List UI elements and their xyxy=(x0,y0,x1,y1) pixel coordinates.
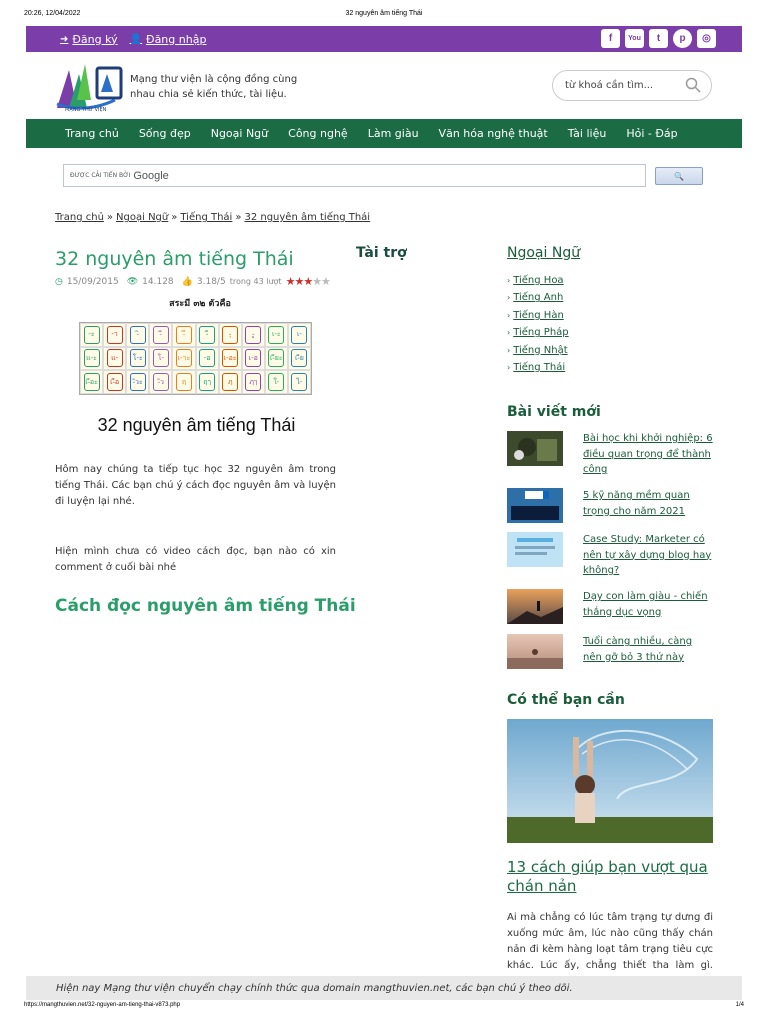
vowel-glyph: เ-อ xyxy=(245,349,261,367)
vowel-cell xyxy=(149,370,172,394)
post-link[interactable]: Tuổi càng nhiều, càng nên gỡ bỏ 3 thứ này xyxy=(583,636,693,663)
vowel-glyph: -ึ xyxy=(176,326,192,344)
nav-item-song-dep[interactable]: Sống đẹp xyxy=(138,127,191,140)
new-post-item[interactable] xyxy=(507,431,717,478)
vowel-glyph: เ-อะ xyxy=(222,349,238,367)
post-link[interactable]: 5 kỹ năng mềm quan trọng cho năm 2021 xyxy=(583,490,690,517)
vowel-glyph: -า xyxy=(107,326,123,344)
print-datetime: 20:26, 12/04/2022 xyxy=(24,10,81,17)
vowel-cell xyxy=(288,370,311,394)
site-logo[interactable] xyxy=(55,60,125,112)
language-item[interactable] xyxy=(507,272,569,289)
vowel-glyph: -ู xyxy=(245,326,261,344)
post-thumbnail[interactable] xyxy=(507,532,563,567)
search-placeholder: từ khoá cần tìm... xyxy=(565,80,654,91)
vowel-cell xyxy=(103,370,126,394)
vowel-glyph: -ื xyxy=(199,326,215,344)
chevron-right-icon: › xyxy=(507,310,511,320)
chevron-right-icon: › xyxy=(507,345,511,355)
vowel-glyph: เ-ือ xyxy=(107,373,123,391)
print-page-number: 1/4 xyxy=(735,1002,744,1008)
logo-text: MẠNG THƯ VIỆN xyxy=(65,107,107,112)
youtube-icon[interactable]: You xyxy=(625,29,644,48)
domain-notice: Hiện nay Mạng thư viện chuyển chạy chính thức qua domain mangthuvien.net, các bạn chú ý theo dõi. xyxy=(26,976,742,1000)
vowel-glyph: -อ xyxy=(199,349,215,367)
vowel-cell xyxy=(103,323,126,347)
vowel-glyph: ฦ xyxy=(222,373,238,391)
vowel-glyph: -ะ xyxy=(84,326,100,344)
main-nav xyxy=(26,119,742,148)
print-footer xyxy=(0,1002,768,1014)
vowel-cell xyxy=(288,347,311,371)
instagram-icon[interactable]: ◎ xyxy=(697,29,716,48)
nav-item-van-hoa[interactable]: Văn hóa nghệ thuật xyxy=(438,127,548,140)
vowel-cell xyxy=(242,347,265,371)
search-icon[interactable] xyxy=(685,77,701,93)
breadcrumb xyxy=(55,212,370,223)
vowel-glyph: โ-ะ xyxy=(130,349,146,367)
featured-excerpt: Ai mà chẳng có lúc tâm trạng tự dưng đi xuống mức âm, lúc nào cũng thấy chán nản đi kèm hàng loạt tâm trạng tiêu cực khác. Lúc ấy, chẳng thiết tha làm gì. xyxy=(507,912,713,971)
post-thumbnail[interactable] xyxy=(507,634,563,669)
vowel-cell xyxy=(288,323,311,347)
article-meta xyxy=(55,275,330,288)
vowel-cell xyxy=(172,347,195,371)
post-link[interactable]: Bài học khi khởi nghiệp: 6 điều quan trọng để thành công xyxy=(583,433,713,475)
chevron-right-icon: › xyxy=(507,328,511,338)
vowel-glyph: ฦๅ xyxy=(245,373,261,391)
chevron-right-icon: › xyxy=(507,293,511,303)
vowel-glyph: -ิ xyxy=(130,326,146,344)
post-link[interactable]: Dạy con làm giàu - chiến thắng dục vọng xyxy=(583,591,708,618)
vowel-cell xyxy=(126,347,149,371)
new-post-item[interactable] xyxy=(507,634,717,669)
breadcrumb-separator: » xyxy=(235,212,242,223)
nav-item-hoi-dap[interactable]: Hỏi - Đáp xyxy=(626,127,678,140)
site-tagline: Mạng thư viện là cộng đồng cùng nhau chia sẻ kiến thức, tài liệu. xyxy=(130,74,298,100)
breadcrumb-tieng-thai[interactable]: Tiếng Thái xyxy=(180,212,233,223)
vowel-cell xyxy=(172,370,195,394)
login-link[interactable] xyxy=(130,33,207,46)
vowel-cell xyxy=(149,323,172,347)
vowel-cell xyxy=(265,370,288,394)
vowel-cell xyxy=(126,323,149,347)
google-search-button[interactable]: 🔍 xyxy=(655,167,703,185)
google-search-input[interactable] xyxy=(63,164,646,187)
vowel-glyph: ฤ xyxy=(176,373,192,391)
login-label: Đăng nhập xyxy=(146,32,207,46)
vowel-glyph: เ-ะ xyxy=(268,326,284,344)
vowel-cell xyxy=(242,370,265,394)
vowel-glyph: -ัว xyxy=(153,373,169,391)
language-item[interactable] xyxy=(507,342,569,359)
register-label: Đăng ký xyxy=(72,32,118,46)
vowel-table-image xyxy=(79,322,312,395)
nav-item-tai-lieu[interactable]: Tài liệu xyxy=(567,127,607,140)
image-caption: 32 nguyên âm tiếng Thái xyxy=(97,415,296,435)
nav-item-lam-giau[interactable]: Làm giàu xyxy=(367,127,419,140)
vowel-cell xyxy=(242,323,265,347)
language-link: Tiếng Nhật xyxy=(513,344,568,356)
featured-image[interactable] xyxy=(507,719,713,843)
language-item[interactable] xyxy=(507,307,569,324)
vowel-glyph: เ- xyxy=(291,326,307,344)
vowel-glyph: -ี xyxy=(153,326,169,344)
article-rating-suffix: trong 43 lượt xyxy=(229,277,282,286)
vowel-glyph: -ุ xyxy=(222,326,238,344)
chevron-right-icon: › xyxy=(507,363,511,373)
language-item[interactable] xyxy=(507,324,569,341)
vowel-cell xyxy=(149,347,172,371)
vowel-cell xyxy=(219,323,242,347)
featured-title[interactable]: 13 cách giúp bạn vượt qua chán nản xyxy=(507,858,708,895)
social-links xyxy=(601,29,716,48)
post-link[interactable]: Case Study: Marketer có nên tự xây dựng blog hay không? xyxy=(583,534,712,576)
vowel-glyph: ใ- xyxy=(268,373,284,391)
user-icon: 👤 xyxy=(129,33,143,45)
thumbs-up-icon: 👍 xyxy=(181,276,193,287)
new-post-item[interactable] xyxy=(507,589,717,624)
vowel-glyph: ฤๅ xyxy=(199,373,215,391)
breadcrumb-home[interactable]: Trang chủ xyxy=(55,212,104,223)
nav-item-home[interactable]: Trang chủ xyxy=(65,127,119,140)
facebook-icon[interactable]: f xyxy=(601,29,620,48)
new-post-item[interactable] xyxy=(507,488,717,523)
breadcrumb-ngoai-ngu[interactable]: Ngoại Ngữ xyxy=(116,212,169,223)
vowel-cell xyxy=(80,370,103,394)
article-paragraph: Hôm nay chúng ta tiếp tục học 32 nguyên âm trong tiếng Thái. Các bạn chú ý cách đọc nguyên âm và luyện đi luyện lại nhé. xyxy=(55,464,336,507)
clock-icon: ◷ xyxy=(55,276,63,287)
article-rating: 3.18/5 xyxy=(196,276,226,287)
star-icon: ★★★ xyxy=(285,275,313,288)
vowel-cell xyxy=(265,347,288,371)
print-header xyxy=(0,10,768,22)
print-title: 32 nguyên âm tiếng Thái xyxy=(345,10,423,17)
vowel-cell xyxy=(196,347,219,371)
post-thumbnail[interactable] xyxy=(507,488,563,523)
vowel-cell xyxy=(265,323,288,347)
language-link: Tiếng Hàn xyxy=(513,309,564,321)
google-powered-label: ĐƯỢC CẢI TIẾN BỞI xyxy=(70,172,131,179)
vowel-cell xyxy=(126,370,149,394)
image-heading: สระมี ๓๒ ตัวคือ xyxy=(169,299,231,309)
vowel-glyph: โ- xyxy=(153,349,169,367)
article-paragraph: Hiện mình chưa có video cách đọc, bạn nào có xin comment ở cuối bài nhé xyxy=(55,546,336,573)
sidebar-heading-ngoai-ngu[interactable]: Ngoại Ngữ xyxy=(507,245,581,261)
nav-item-ngoai-ngu[interactable]: Ngoại Ngữ xyxy=(210,127,269,140)
language-link: Tiếng Anh xyxy=(513,292,564,304)
star-empty-icon: ★★ xyxy=(312,275,330,288)
top-bar xyxy=(26,26,742,52)
vowel-glyph: ไ- xyxy=(291,373,307,391)
vowel-cell xyxy=(80,323,103,347)
chevron-right-icon: › xyxy=(507,276,511,285)
vowel-cell xyxy=(219,370,242,394)
breadcrumb-separator: » xyxy=(106,212,114,223)
vowel-cell xyxy=(196,370,219,394)
login-arrow-icon: ➜ xyxy=(60,33,69,45)
language-item[interactable] xyxy=(507,289,569,306)
vowel-cell xyxy=(172,323,195,347)
vowel-glyph: เ-ีย xyxy=(291,349,307,367)
register-link[interactable] xyxy=(60,33,118,46)
article-views: 14.128 xyxy=(142,276,174,287)
post-thumbnail[interactable] xyxy=(507,589,563,624)
print-url: https://mangthuvien.net/32-nguyen-am-tieng-thai-v873.php xyxy=(24,1002,181,1008)
vowel-glyph: -ัวะ xyxy=(130,373,146,391)
sidebar-heading-new-posts: Bài viết mới xyxy=(507,404,601,420)
vowel-cell xyxy=(103,347,126,371)
breadcrumb-separator: » xyxy=(171,212,178,223)
rating-stars[interactable] xyxy=(286,275,330,288)
sponsor-heading: Tài trợ xyxy=(356,245,407,261)
site-search-input[interactable] xyxy=(552,70,712,101)
language-link: Tiếng Pháp xyxy=(513,327,569,339)
vowel-cell xyxy=(80,347,103,371)
vowel-glyph: แ- xyxy=(107,349,123,367)
vowel-glyph: แ-ะ xyxy=(84,349,100,367)
language-list xyxy=(507,272,569,376)
article-subheading: Cách đọc nguyên âm tiếng Thái xyxy=(55,596,356,616)
twitter-icon[interactable]: t xyxy=(649,29,668,48)
breadcrumb-current[interactable]: 32 nguyên âm tiếng Thái xyxy=(244,212,371,223)
vowel-cell xyxy=(219,347,242,371)
vowel-cell xyxy=(196,323,219,347)
sidebar-heading-maybe: Có thể bạn cần xyxy=(507,692,625,708)
post-thumbnail[interactable] xyxy=(507,431,563,466)
language-link: Tiếng Thái xyxy=(513,362,566,374)
article-title: 32 nguyên âm tiếng Thái xyxy=(55,248,294,270)
eye-icon: 👁 xyxy=(126,276,139,287)
vowel-glyph: เ-ือะ xyxy=(84,373,100,391)
google-brand: Google xyxy=(133,169,169,182)
vowel-glyph: เ-ียะ xyxy=(268,349,284,367)
vowel-glyph: เ-าะ xyxy=(176,349,192,367)
language-link: Tiếng Hoa xyxy=(513,275,564,286)
nav-item-cong-nghe[interactable]: Công nghệ xyxy=(288,127,348,140)
pinterest-icon[interactable]: p xyxy=(673,29,692,48)
article-date: 15/09/2015 xyxy=(66,276,119,287)
new-post-item[interactable] xyxy=(507,532,717,579)
language-item[interactable] xyxy=(507,359,569,376)
